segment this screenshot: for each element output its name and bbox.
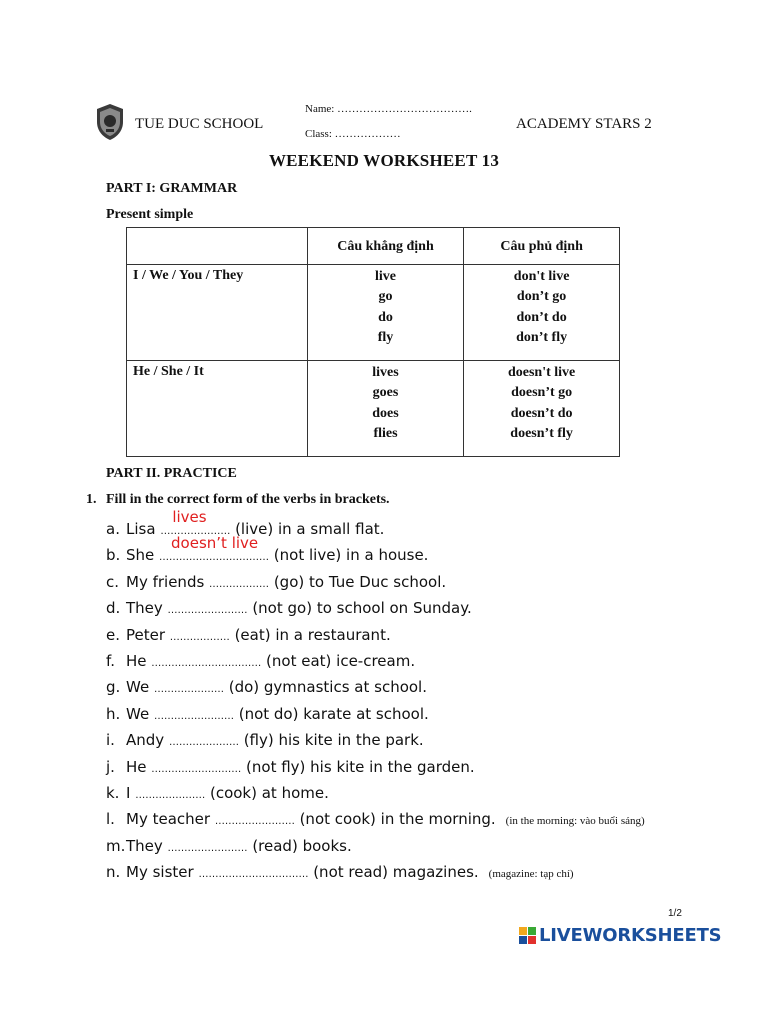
item-text-after: (not fly) his kite in the garden. — [241, 757, 475, 776]
verb-form: go — [378, 289, 393, 305]
item-text-before: My friends — [126, 572, 210, 591]
item-letter: f. — [106, 651, 115, 670]
part2-heading: PART II. PRACTICE — [106, 466, 237, 481]
item-text-after: (cook) at home. — [205, 783, 329, 802]
part1-subheading: Present simple — [106, 207, 194, 222]
exercise-item — [106, 534, 706, 568]
verb-form: don't live — [513, 269, 570, 284]
item-letter: l. — [106, 810, 115, 829]
item-letter: d. — [106, 599, 121, 618]
item-text-before: They — [126, 599, 168, 618]
grammar-table — [126, 227, 620, 457]
item-letter: h. — [106, 704, 121, 723]
answer-blank[interactable] — [198, 862, 308, 888]
blank-dots: ………………… — [135, 789, 206, 801]
item-text-after: (not eat) ice-cream. — [261, 651, 416, 670]
worksheet-title: WEEKEND WORKSHEET 13 — [268, 151, 500, 170]
exercise-item — [106, 754, 706, 780]
course-name: ACADEMY STARS 2 — [516, 116, 652, 132]
exercise-item — [106, 674, 706, 700]
item-text-before: He — [126, 651, 152, 670]
verb-form: lives — [372, 365, 399, 380]
affirmative-cell — [307, 361, 463, 457]
item-text-after: (not do) karate at school. — [233, 704, 429, 723]
school-logo-icon — [92, 102, 128, 142]
subject-cell: I / We / You / They — [127, 265, 308, 361]
item-text-after: (read) books. — [247, 836, 352, 855]
exercise-item — [106, 701, 706, 727]
affirmative-cell — [307, 265, 463, 361]
exercise-item — [106, 595, 706, 621]
brand-name: LIVEWORKSHEETS — [539, 924, 722, 946]
table-header-cell — [127, 228, 308, 265]
verb-form: doesn’t do — [510, 405, 573, 421]
verb-form: don’t do — [516, 309, 567, 325]
name-field: Name: ………………………………. — [305, 103, 472, 115]
blank-dots: …………………… — [153, 710, 234, 722]
exercise-item — [106, 859, 706, 885]
item-text-before: Andy — [126, 731, 169, 750]
exercise-item — [106, 806, 706, 832]
verb-form: don’t fly — [516, 330, 568, 346]
item-text-after: (not cook) in the morning. — [294, 810, 496, 829]
exercise-item — [106, 727, 706, 753]
verb-form: doesn’t go — [511, 385, 573, 401]
vocabulary-note: (magazine: tạp chí) — [488, 868, 574, 881]
verb-form: doesn’t fly — [510, 426, 573, 442]
school-name: TUE DUC SCHOOL — [135, 116, 264, 132]
table-row — [127, 361, 620, 457]
item-text-after: (not read) magazines. — [308, 863, 479, 882]
item-letter: a. — [106, 520, 120, 538]
task-number: 1. — [86, 492, 97, 507]
task-instruction — [86, 492, 390, 508]
item-text-after: (go) to Tue Duc school. — [269, 572, 447, 591]
exercise-item — [106, 780, 706, 806]
liveworksheets-logo-icon — [519, 927, 536, 944]
verb-form: doesn't live — [507, 365, 576, 380]
item-text-before: He — [126, 757, 152, 776]
filled-answer: doesn’t live — [171, 534, 259, 553]
subject-cell: He / She / It — [127, 361, 308, 457]
blank-dots: ………………… — [168, 737, 239, 749]
exercise-list — [106, 508, 706, 885]
class-field: Class: ……………… — [305, 128, 401, 140]
item-letter: m. — [106, 836, 126, 855]
table-header-row — [127, 228, 620, 265]
item-text-after: (not go) to school on Sunday. — [247, 599, 472, 618]
table-header-cell: Câu phủ định — [464, 228, 620, 265]
verb-form: flies — [373, 426, 398, 442]
item-text-before: We — [126, 704, 154, 723]
blank-dots: …………………………… — [198, 869, 309, 881]
negative-cell — [464, 361, 620, 457]
item-letter: n. — [106, 863, 121, 882]
table-header-cell: Câu khẳng định — [307, 228, 463, 265]
item-text-before: We — [126, 678, 154, 697]
item-text-before: Lisa — [126, 520, 161, 538]
blank-dots: …………………… — [167, 842, 248, 854]
item-letter: b. — [106, 546, 121, 565]
item-letter: k. — [106, 783, 120, 802]
part1-heading: PART I: GRAMMAR — [106, 181, 238, 196]
blank-dots: …………………………… — [151, 657, 262, 669]
exercise-item — [106, 569, 706, 595]
verb-form: do — [378, 309, 393, 325]
exercise-item — [106, 833, 706, 859]
verb-form: fly — [377, 330, 394, 346]
filled-answer: lives — [172, 508, 207, 526]
item-text-before: I — [126, 783, 136, 802]
page-number: 1/2 — [668, 908, 682, 919]
item-letter: c. — [106, 572, 120, 591]
verb-form: goes — [372, 385, 399, 401]
blank-dots: ……………… — [169, 631, 230, 643]
blank-dots: ……………… — [209, 578, 270, 590]
exercise-item — [106, 622, 706, 648]
liveworksheets-brand — [519, 923, 721, 947]
blank-dots: …………………… — [167, 605, 248, 617]
task-text: Fill in the correct form of the verbs in brackets. — [106, 492, 390, 507]
item-text-before: My sister — [126, 863, 199, 882]
table-row — [127, 265, 620, 361]
blank-dots: ……………………… — [151, 763, 242, 775]
item-letter: e. — [106, 625, 120, 644]
blank-dots: …………………………… — [159, 552, 270, 564]
blank-dots: ………………… — [153, 684, 224, 696]
item-letter: g. — [106, 678, 121, 697]
item-text-after: (fly) his kite in the park. — [238, 731, 424, 750]
verb-form: don’t go — [516, 289, 567, 305]
item-text-after: (do) gymnastics at school. — [223, 678, 427, 697]
vocabulary-note: (in the morning: vào buổi sáng) — [505, 815, 645, 828]
item-letter: j. — [106, 757, 115, 776]
item-text-after: (eat) in a restaurant. — [229, 625, 391, 644]
blank-dots: …………………… — [214, 816, 295, 828]
verb-form: live — [374, 269, 396, 284]
blank-dots: ………………… — [160, 526, 231, 537]
item-text-after: (not live) in a house. — [269, 546, 429, 565]
item-text-before: They — [126, 836, 168, 855]
item-text-before: My teacher — [126, 810, 215, 829]
item-text-before: Peter — [126, 625, 170, 644]
item-text-before: She — [126, 546, 160, 565]
negative-cell — [464, 265, 620, 361]
verb-form: does — [372, 405, 399, 421]
item-text-after: (live) in a small flat. — [230, 520, 385, 538]
item-letter: i. — [106, 731, 115, 750]
exercise-item — [106, 648, 706, 674]
